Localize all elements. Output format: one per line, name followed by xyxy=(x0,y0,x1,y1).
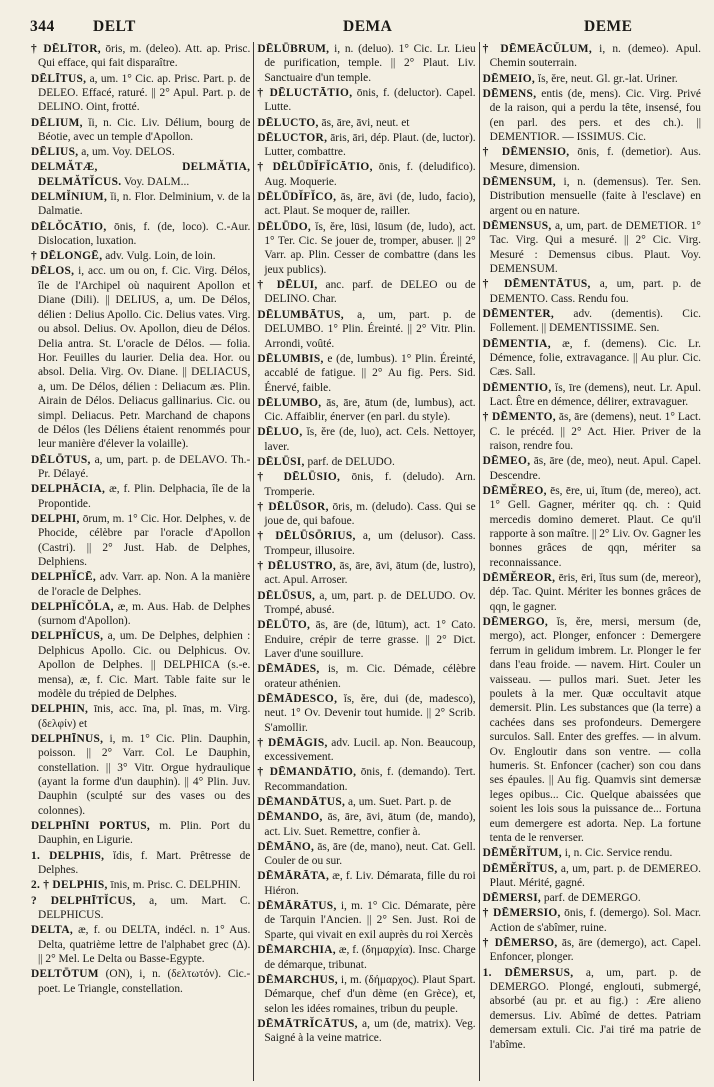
entry-definition: i, m. 1° Cic. Démarate, père de Tarquin l'Ancien. || 2° Sen. Just. Roi de Sparte, qui vivait en exil auprès du roi Xercès xyxy=(264,900,476,941)
dictionary-entry xyxy=(257,869,475,898)
dictionary-entry xyxy=(31,629,250,701)
dictionary-entry xyxy=(257,308,475,351)
entry-definition: a, um, part. p. de DEMEREO. Plaut. Mérité, gagné. xyxy=(489,862,701,889)
entry-definition: i, acc. um ou on, f. Cic. Virg. Délos, île de l'Archipel où naquirent Apollon et Diane (Dili). || DELIUS, a, um. De Délos, délien : Delius Apollo. Cic. Delius vates. Virg. ou absol. Delius. Ov. Apollon, dieu de Délos. Delia antra. St. L'oracle de Délos. — folia. Hor. Feuilles du laurier. Delia dea. Hor. ou absol. Delia. Virg. Ov. Diane. || DELIACUS, a, um. De Délos, délien : Deliacum æs. Plin. Airain de Délos. Deliacus gallinarius. Cic. ou simpl. Deliacus. Petr. Marchand de chapons de Délos (les Déliens étaient renommés pour leur manière d'élever la volaille). xyxy=(38,265,251,451)
dictionary-entry xyxy=(483,410,701,453)
dictionary-entry xyxy=(483,145,701,174)
entry-headword: DĒLUMBĀTUS, xyxy=(257,308,344,321)
entry-headword: DĒLŪDĬFĬCO, xyxy=(257,191,337,204)
entry-definition: ōnis, f. (demetior). Aus. Mesure, dimension. xyxy=(489,146,701,173)
entry-definition: is, m. Cic. Démade, célèbre orateur athénien. xyxy=(264,663,476,690)
entry-headword: † DĒLUSTRO, xyxy=(257,559,337,572)
entry-definition: ōnis, f. (deludo). Arn. Tromperie. xyxy=(264,471,476,498)
dictionary-entry xyxy=(31,482,250,511)
entry-definition: adv. (dementis). Cic. Follement. || DEMENTISSIME. Sen. xyxy=(489,307,701,335)
entry-headword: DELPHĬCŎLA, xyxy=(31,600,114,613)
entry-headword: DĒLUMBO, xyxy=(257,396,322,409)
entry-headword: DĒMĔRĬTUM, xyxy=(482,847,562,860)
entry-definition: ōnis, f. (deluctor). Capel. Lutte. xyxy=(264,87,476,114)
column-middle xyxy=(253,42,478,1081)
entry-headword: † DĒMEĀCŬLUM, xyxy=(482,43,592,55)
dictionary-entry xyxy=(257,116,475,130)
dictionary-entry xyxy=(257,278,475,307)
dictionary-entry xyxy=(257,618,475,661)
entry-headword: † DĒLUCTĀTIO, xyxy=(257,87,353,100)
dictionary-entry xyxy=(257,840,475,869)
dictionary-entry xyxy=(257,470,475,499)
dictionary-entry xyxy=(257,662,475,691)
dictionary-entry xyxy=(483,219,701,277)
dictionary-entry xyxy=(31,923,250,966)
entry-definition: æ, f. Plin. Delphacia, île de la Propontide. xyxy=(38,483,251,510)
dictionary-entry xyxy=(483,87,701,145)
entry-definition: m. Plin. Port du Dauphin, en Ligurie. xyxy=(38,820,251,847)
entry-definition: ās, āre (de, lūtum), act. 1° Cato. Enduire, crépir de terre grasse. || 2° Dict. Laver d'une souillure. xyxy=(264,619,476,660)
entry-definition: ās, āre, āvi (de, ludo, facio), act. Plaut. Se moquer de, railler. xyxy=(264,191,476,218)
entry-headword: DELPHIN, xyxy=(31,703,89,716)
entry-definition: ĭi, n. Flor. Delminium, v. de la Dalmatie. xyxy=(38,191,251,218)
dictionary-entry xyxy=(483,936,701,965)
entry-headword: DĒMĔREO, xyxy=(482,484,547,497)
entry-headword: DĒLŪDO, xyxy=(257,220,312,233)
entry-headword: DĒMĀRĀTA, xyxy=(257,870,330,883)
entry-headword: DĒMENSUM, xyxy=(482,175,556,188)
dictionary-entry xyxy=(257,160,475,189)
entry-headword: † DĒMERSO, xyxy=(482,936,558,949)
entry-headword: DELPHĀCIA, xyxy=(31,483,106,496)
dictionary-entry xyxy=(257,765,475,794)
dictionary-entry xyxy=(257,736,475,765)
entry-definition: æ, m. Aus. Hab. de Delphes (surnom d'Apollon). xyxy=(38,600,251,628)
entry-definition: ēs, ēre, ui, ĭtum (de, mereo), act. 1° Gell. Gagner, mériter qq. ch. : Quid mercedis domino demeret. Plaut. Ce qu'il rapporte à son maître. || 2° Liv. Ov. Gagner les bonnes grâces de qqn, mériter sa reconnaissance. xyxy=(489,484,701,569)
dictionary-entry xyxy=(31,570,250,599)
entry-definition: ĭdis, f. Mart. Prêtresse de Delphes. xyxy=(38,849,251,877)
entry-definition: adv. Varr. ap. Non. A la manière de l'oracle de Delphes. xyxy=(38,571,251,598)
dictionary-entry xyxy=(31,116,250,145)
dictionary-entry xyxy=(257,42,475,85)
dictionary-entry xyxy=(31,878,250,892)
header-center-word: DEMA xyxy=(343,18,393,35)
dictionary-entry xyxy=(31,819,250,848)
entry-headword: DĒMERGO, xyxy=(482,616,549,628)
dictionary-entry xyxy=(483,454,701,483)
entry-headword: DELTA, xyxy=(31,924,73,937)
entry-headword: DELPHĬCUS, xyxy=(31,630,104,643)
dictionary-entry xyxy=(31,264,250,451)
entry-headword: DĒMENTER, xyxy=(482,307,555,320)
entry-definition: ōnis, f. (de, loco). C.-Aur. Dislocation, luxation. xyxy=(38,220,251,248)
dictionary-entry xyxy=(483,42,701,71)
dictionary-entry xyxy=(483,175,701,218)
entry-headword: † DĒLŪSIO, xyxy=(257,471,341,484)
entry-definition: entis (de, mens). Cic. Virg. Privé de la raison, qui a perdu la tête, insensé, fou (en parl. des pers. et des ch.). || DEMENTIOR. — ISSIMUS. Cic. xyxy=(489,87,701,144)
dictionary-entry xyxy=(483,381,701,410)
entry-definition: i, n. (demeo). Apul. Chemin souterrain. xyxy=(489,43,701,70)
entry-headword: DELPHĪNUS, xyxy=(31,732,104,745)
entry-definition: ĭs, ĕre, lūsi, lūsum (de, ludo), act. 1° Ter. Cic. Se jouer de, tromper, abuser. || 2° Varr. ap. Plin. Cesser de combattre (dans les jeux publics). xyxy=(264,220,476,276)
dictionary-entry xyxy=(257,943,475,972)
dictionary-entry xyxy=(483,307,701,336)
entry-definition: æ, f. Liv. Démarata, fille du roi Hiéron. xyxy=(264,870,476,897)
entry-definition: a, um. 1° Cic. ap. Prisc. Part. p. de DELEO. Effacé, raturé. || 2° Apul. Part. p. de DELINO. Oint, frotté. xyxy=(38,72,251,114)
dictionary-entry xyxy=(483,891,701,905)
entry-definition: i, n. (demensus). Ter. Sen. Distribution mensuelle (faite à l'esclave) en argent ou en nature. xyxy=(489,175,701,217)
entry-definition: ōnis, f. (deludifico). Aug. Moquerie. xyxy=(264,161,476,188)
entry-definition: ās, āre, āvi, ātum (de, lustro), act. Apul. Arroser. xyxy=(264,559,476,587)
entry-definition: ĭi, n. Cic. Liv. Délium, bourg de Béotie, avec un temple d'Apollon. xyxy=(38,116,251,144)
entry-definition: adv. Vulg. Loin, de loin. xyxy=(102,250,216,263)
entry-headword: DĒMENS, xyxy=(482,87,537,100)
entry-headword: DĒLŪSI, xyxy=(257,455,305,468)
entry-headword: 2. † DELPHIS, xyxy=(31,879,108,892)
entry-headword: DĒMĔREOR, xyxy=(482,571,556,584)
entry-headword: DĒLŎCĀTIO, xyxy=(31,220,107,233)
entry-definition: ās, āre (de, mano), neut. Cat. Gell. Couler de ou sur. xyxy=(264,840,476,868)
entry-definition: ĭs, ĕre (de, luo), act. Cels. Nettoyer, laver. xyxy=(264,426,476,453)
entry-headword: † DĒLŪSŌRIUS, xyxy=(257,530,356,543)
entry-headword: DĒMARCHIA, xyxy=(257,944,336,957)
entry-headword: DĒLIUM, xyxy=(31,116,83,129)
entry-definition: ĭs, ĕre, dui (de, madesco), neut. 1° Ov. Devenir tout humide. || 2° Scrib. S'amollir. xyxy=(264,692,476,734)
column-right xyxy=(479,42,704,1081)
entry-definition: īnis, m. Prisc. C. DELPHIN. xyxy=(107,879,241,892)
entry-definition: ĭs, ĕre, neut. Gl. gr.-lat. Uriner. xyxy=(535,72,678,85)
dictionary-entry xyxy=(31,190,250,219)
dictionary-entry xyxy=(257,810,475,839)
entry-headword: † DĒLŪSOR, xyxy=(257,500,329,513)
dictionary-entry xyxy=(257,589,475,618)
entry-headword: † DĒMENTO, xyxy=(482,411,556,424)
dictionary-entry xyxy=(257,692,475,735)
dictionary-entry xyxy=(257,455,475,469)
entry-definition: ōris, m. (deludo). Cass. Qui se joue de, qui bafoue. xyxy=(264,500,476,528)
entry-headword: DĒMEIO, xyxy=(482,72,536,85)
entry-definition: a, um. Suet. Part. p. de xyxy=(345,796,452,809)
entry-definition: ĭs, īre (demens), neut. Lr. Apul. Lact. Être en démence, délirer, extravaguer. xyxy=(489,381,701,408)
entry-headword: † DĒLĪTOR, xyxy=(31,43,101,55)
column-left xyxy=(28,42,253,1081)
entry-headword: DĒMANDO, xyxy=(257,811,323,824)
dictionary-entry xyxy=(483,484,701,570)
entry-definition: æ, f. (δημαρχία). Insc. Charge de démarque, tribunat. xyxy=(264,944,476,971)
dictionary-entry xyxy=(31,145,250,159)
page-number: 344 xyxy=(30,18,55,35)
dictionary-entry xyxy=(31,160,250,189)
dictionary-entry xyxy=(31,72,250,115)
entry-headword: ? DELPHĪTĬCUS, xyxy=(31,894,136,907)
entry-headword: DELMĬNIUM, xyxy=(31,191,108,204)
entry-headword: DELTŌTUM xyxy=(31,968,99,981)
entry-definition: ās, āre, ātum (de, lumbus), act. Cic. Affaiblir, énerver (en parl. du style). xyxy=(264,396,476,424)
entry-definition: a, um. De Delphes, delphien : Delphicus Apollo. Cic. ou Delphicus. Ov. Apollon de Delphes. || DELPHICA (s.-e. mensa), æ, f. Cic. Mart. Table faite sur le modèle du trépied de Delphes. xyxy=(38,630,251,701)
entry-columns xyxy=(28,42,704,1081)
dictionary-entry xyxy=(31,894,250,923)
dictionary-entry xyxy=(483,846,701,860)
entry-definition: a, um. Mart. C. DELPHICUS. xyxy=(38,894,251,921)
dictionary-entry xyxy=(483,277,701,306)
entry-definition: āris, āri, dép. Plaut. (de, luctor). Lutter, combattre. xyxy=(264,131,476,159)
entry-headword: DĒMĀTRĬCĀTUS, xyxy=(257,1017,358,1030)
entry-definition: ōrum, m. 1° Cic. Hor. Delphes, v. de Phocide, célèbre par l'oracle d'Apollon (Castri). || 2° Just. Hab. de Delphes, Delphiens. xyxy=(38,512,251,568)
entry-headword: DĒMENTIA, xyxy=(482,337,551,350)
entry-definition: ās, āre (demergo), act. Capel. Enfoncer, plonger. xyxy=(489,936,701,964)
entry-definition: æ, f. ou DELTA, indécl. n. 1° Aus. Delta, quatrième lettre de l'alphabet grec (Δ). || 2° Mel. Le Delta ou Basse-Egypte. xyxy=(38,924,251,965)
entry-definition: i, m. 1° Cic. Plin. Dauphin, poisson. || 2° Varr. Col. Le Dauphin, constellation. || 3° Vitr. Orgue hydraulique (ayant la forme d'un dauphin). || 4° Plin. Juv. Dauphin (sculpté sur des vases ou des colonnes). xyxy=(38,732,251,817)
entry-headword: DĒMARCHUS, xyxy=(257,973,338,986)
entry-definition: a, um (delusor). Cass. Trompeur, illusoire. xyxy=(264,530,476,557)
entry-headword: † DĒMERSIO, xyxy=(482,907,561,920)
entry-definition: īnis, acc. īna, pl. īnas, m. Virg. (δελφίν) et xyxy=(38,703,251,730)
entry-definition: ēris, ēri, ĭtus sum (de, mereor), dép. Tac. Quint. Mériter les bonnes grâces de qqn, le gagner. xyxy=(489,571,701,613)
dictionary-entry xyxy=(257,529,475,558)
entry-headword: DĒLOS, xyxy=(31,265,75,278)
entry-definition: adv. Lucil. ap. Non. Beaucoup, excessivement. xyxy=(264,736,476,764)
entry-headword: DĒLŪTO, xyxy=(257,619,311,632)
dictionary-entry xyxy=(257,559,475,588)
entry-headword: 1. DELPHIS, xyxy=(31,849,105,862)
entry-definition: ōnis, f. (demergo). Sol. Macr. Action de s'abîmer, ruine. xyxy=(489,907,701,934)
dictionary-entry xyxy=(257,973,475,1016)
entry-definition: ās, āre (demens), neut. 1° Lact. C. le précéd. || 2° Act. Hier. Priver de la raison, rendre fou. xyxy=(489,411,701,452)
entry-definition: ās, āre, āvi, ātum (de, mando), act. Liv. Suet. Remettre, confier à. xyxy=(264,811,476,838)
entry-headword: 1. DĒMERSUS, xyxy=(482,966,574,979)
entry-definition: a, um, part. p. de DEMERGO. Plongé, englouti, submergé, absorbé (au pr. et au fig.) : Ære alieno demersus. Liv. Abîmé de dettes. Patriam demersam extuli. Cic. J'ai tiré ma patrie de l'abîme. xyxy=(489,966,701,1051)
entry-headword: DĒLŪSUS, xyxy=(257,589,316,602)
entry-definition: (ON), i, n. (δελτωτόν). Cic.-poet. Le Triangle, constellation. xyxy=(38,968,251,995)
dictionary-entry xyxy=(31,220,250,249)
entry-definition: parf. de DEMERGO. xyxy=(541,892,641,905)
entry-definition: a, um, part. p. de DELUMBO. 1° Plin. Éreinté. || 2° Vitr. Plin. Arrondi, voûté. xyxy=(264,308,476,350)
entry-definition: a, um, part. p. de DELUDO. Ov. Trompé, abusé. xyxy=(264,589,476,616)
dictionary-entry xyxy=(483,72,701,86)
entry-headword: † DĒMĀGIS, xyxy=(257,736,328,749)
entry-headword: DĒMERSI, xyxy=(482,892,542,905)
entry-definition: anc. parf. de DELEO ou de DELINO. Char. xyxy=(264,279,476,306)
entry-definition: ōnis, f. (demando). Tert. Recommandation. xyxy=(264,766,476,793)
dictionary-entry xyxy=(483,906,701,935)
entry-definition: ās, āre (de, meo), neut. Apul. Capel. Descendre. xyxy=(489,455,701,482)
dictionary-entry xyxy=(257,352,475,395)
entry-headword: † DĒLONGĒ, xyxy=(31,250,103,263)
dictionary-entry xyxy=(257,795,475,809)
dictionary-entry xyxy=(31,600,250,629)
dictionary-entry xyxy=(257,131,475,160)
dictionary-entry xyxy=(483,571,701,614)
entry-headword: DELPHI, xyxy=(31,512,80,525)
entry-headword: † DĒLŪDĬFĬCĀTIO, xyxy=(257,161,373,174)
dictionary-entry xyxy=(483,862,701,891)
dictionary-entry xyxy=(257,86,475,115)
entry-headword: DĒMĀDES, xyxy=(257,663,320,676)
dictionary-entry xyxy=(257,190,475,219)
entry-headword: DĒMĔRĬTUS, xyxy=(482,862,558,875)
entry-headword: DĒLUMBIS, xyxy=(257,352,324,365)
entry-definition: i, n. Cic. Service rendu. xyxy=(561,847,673,860)
dictionary-entry xyxy=(257,220,475,278)
dictionary-entry xyxy=(257,425,475,454)
entry-headword: DĒLŪBRUM, xyxy=(257,43,330,55)
dictionary-entry xyxy=(31,732,250,818)
header-right-word: DEME xyxy=(584,18,633,35)
entry-definition: ōris, m. (deleo). Att. ap. Prisc. Qui efface, qui fait disparaître. xyxy=(38,43,251,70)
entry-headword: † DĒLUI, xyxy=(257,279,318,292)
dictionary-entry xyxy=(31,702,250,731)
entry-definition: i, m. (δήμαρχος). Plaut Spart. Démarque, chef d'un dème (en Grèce), et, selon les idées romaines, tribun du peuple. xyxy=(264,973,476,1015)
entry-headword: DĒLŌTUS, xyxy=(31,453,91,466)
dictionary-entry xyxy=(257,1017,475,1046)
entry-headword: DĒMĀNO, xyxy=(257,840,315,853)
dictionary-entry xyxy=(257,899,475,942)
entry-definition: Voy. DALM... xyxy=(121,175,190,188)
header-left-word: DELT xyxy=(93,18,136,35)
dictionary-entry xyxy=(257,396,475,425)
entry-headword: DĒMENSUS, xyxy=(482,219,552,232)
entry-definition: i, n. (deluo). 1° Cic. Lr. Lieu de purification, temple. || 2° Plaut. Liv. Sanctuaire d'un temple. xyxy=(264,43,476,84)
entry-headword: † DĒMANDĀTIO, xyxy=(257,766,357,779)
dictionary-entry xyxy=(483,615,701,846)
entry-headword: DELPHĪNI PORTUS, xyxy=(31,820,151,833)
entry-headword: DĒMEO, xyxy=(482,455,531,468)
entry-definition: ās, āre, āvi, neut. et xyxy=(318,116,410,129)
dictionary-entry xyxy=(31,849,250,878)
entry-headword: DĒLIUS, xyxy=(31,146,79,159)
entry-headword: DĒLĪTUS, xyxy=(31,72,87,85)
dictionary-entry xyxy=(257,500,475,529)
entry-headword: DĒLUCTOR, xyxy=(257,131,328,144)
entry-definition: ĭs, ĕre, mersi, mersum (de, mergo), act. Plonger, enfoncer : Demergere ferrum in gelidum imbrem. Lr. Plonger le fer dans l'eau froide. — navem. Hirt. Couler un vaisseau. — pullos mari. Suet. Jeter les poulets à la mer. Quæ occultavit atque demersit. Plin. Les substances que (la terre) a cachées dans ses profondeurs. Demergere surculos. Sall. Enter des greffes. — in alvum. Ov. Engloutir dans son ventre. — colla humeris. St. Enfoncer (cacher) son cou dans ses épaules. || Au fig. Quamvis sint demersæ leges opibus... Cic. Quelque abaissées que soient les lois sous la puissance de... Fortuna eum demergere est adorta. Nep. La fortune tenta de le renverser. xyxy=(489,616,701,845)
dictionary-entry xyxy=(483,966,701,1052)
entry-definition: e (de, lumbus). 1° Plin. Éreinté, accablé de fatigue. || 2° Au fig. Pers. Sid. Énervé, faible. xyxy=(264,352,476,394)
entry-headword: DELMĂTÆ, DELMĂTIA, DELMĂTĬCUS. xyxy=(31,161,251,188)
entry-headword: DĒMENTIO, xyxy=(482,381,552,394)
entry-headword: DĒMĀDESCO, xyxy=(257,692,338,705)
entry-definition: a, um, part. p. de DEMENTO. Cass. Rendu fou. xyxy=(489,278,701,305)
entry-definition: a, um, part. de DEMETIOR. 1° Tac. Virg. Qui a mesuré. || 2° Cic. Virg. Mesuré : Demensus cibus. Plaut. Voy. DEMENSUM. xyxy=(489,219,701,276)
entry-definition: parf. de DELUDO. xyxy=(304,455,395,468)
entry-definition: a, um, part. p. de DELAVO. Th.-Pr. Délayé. xyxy=(38,453,251,480)
dictionary-entry xyxy=(31,453,250,482)
entry-headword: DĒLUCTO, xyxy=(257,116,319,129)
entry-headword: DELPHĬCĒ, xyxy=(31,571,97,584)
running-header xyxy=(30,18,700,40)
dictionary-entry xyxy=(31,967,250,996)
entry-headword: DĒMĀRĀTUS, xyxy=(257,900,337,913)
entry-definition: a, um (de, matrix). Veg. Saigné à la veine matrice. xyxy=(264,1017,476,1045)
entry-definition: a, um. Voy. DELOS. xyxy=(78,146,175,159)
entry-headword: DĒMANDĀTUS, xyxy=(257,796,346,809)
entry-headword: † DĒMENSIO, xyxy=(482,146,570,159)
dictionary-entry xyxy=(483,337,701,380)
entry-definition: æ, f. (demens). Cic. Lr. Démence, folie, extravagance. || Au plur. Cic. Cæs. Sall. xyxy=(489,337,701,379)
entry-headword: † DĒMENTĀTUS, xyxy=(482,278,591,291)
dictionary-entry xyxy=(31,249,250,263)
dictionary-entry xyxy=(31,512,250,570)
dictionary-entry xyxy=(31,42,250,71)
entry-headword: DĒLUO, xyxy=(257,426,303,439)
